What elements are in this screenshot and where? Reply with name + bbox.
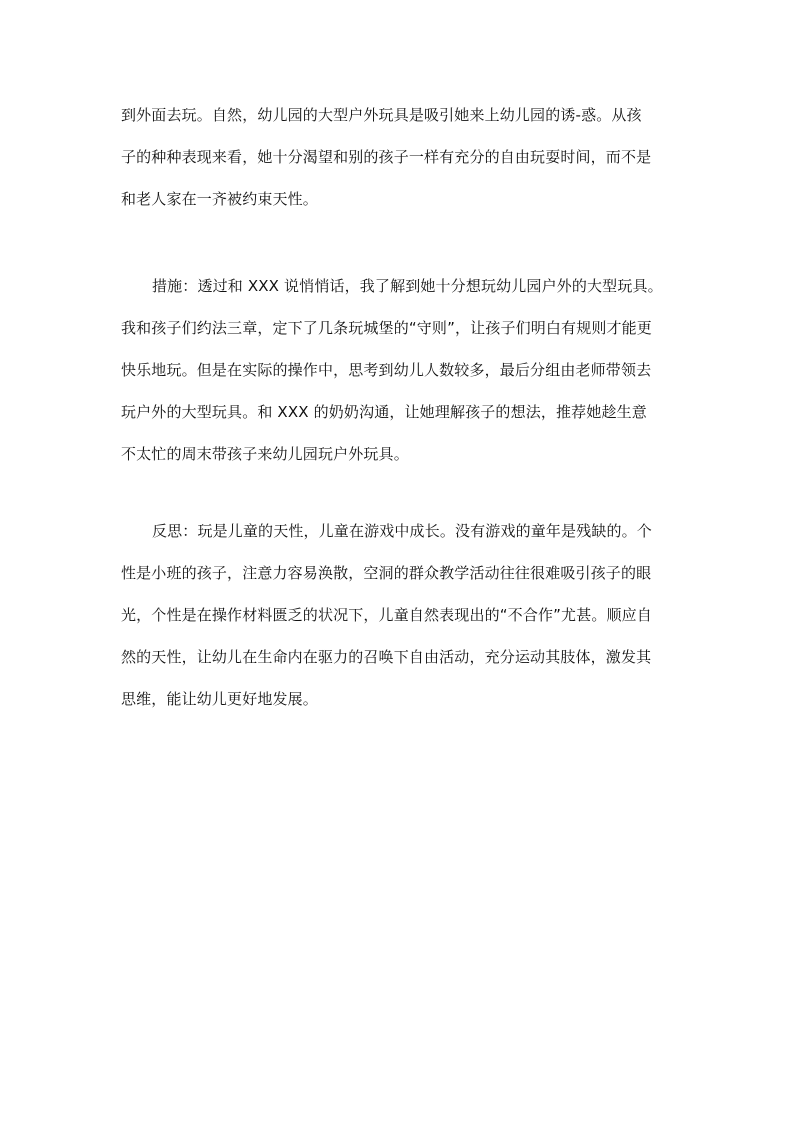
- paragraph-reflection: [121, 510, 681, 720]
- text-line: 和老人家在一齐被约束天性。: [121, 190, 318, 208]
- text-line: 思维，能让幼儿更好地发展。: [121, 690, 318, 708]
- text-line: 光，个性是在操作材料匮乏的状况下，儿童自然表现出的“不合作”尤甚。顺应自: [121, 606, 652, 624]
- text-line: 到外面去玩。自然，幼儿园的大型户外玩具是吸引她来上幼儿园的诱-惑。从孩: [121, 106, 642, 124]
- text-line: 子的种种表现来看，她十分渴望和别的孩子一样有充分的自由玩耍时间，而不是: [121, 148, 652, 166]
- paragraph-continuation: [121, 94, 681, 220]
- paragraph-measures: [121, 265, 681, 475]
- text-line: 我和孩子们约法三章，定下了几条玩城堡的“守则”，让孩子们明白有规则才能更: [121, 319, 652, 337]
- text-line: 然的天性，让幼儿在生命内在驱力的召唤下自由活动，充分运动其肢体，激发其: [121, 648, 652, 666]
- text-line: 措施：透过和 XXX 说悄悄话，我了解到她十分想玩幼儿园户外的大型玩具。: [152, 277, 663, 295]
- text-line: 不太忙的周末带孩子来幼儿园玩户外玩具。: [121, 445, 409, 463]
- text-line: 快乐地玩。但是在实际的操作中，思考到幼儿人数较多，最后分组由老师带领去: [121, 361, 652, 379]
- text-line: 反思：玩是儿童的天性，儿童在游戏中成长。没有游戏的童年是残缺的。个: [152, 522, 652, 540]
- text-line: 玩户外的大型玩具。和 XXX 的奶奶沟通，让她理解孩子的想法，推荐她趁生意: [121, 403, 647, 421]
- text-line: 性是小班的孩子，注意力容易涣散，空洞的群众教学活动往往很难吸引孩子的眼: [121, 564, 652, 582]
